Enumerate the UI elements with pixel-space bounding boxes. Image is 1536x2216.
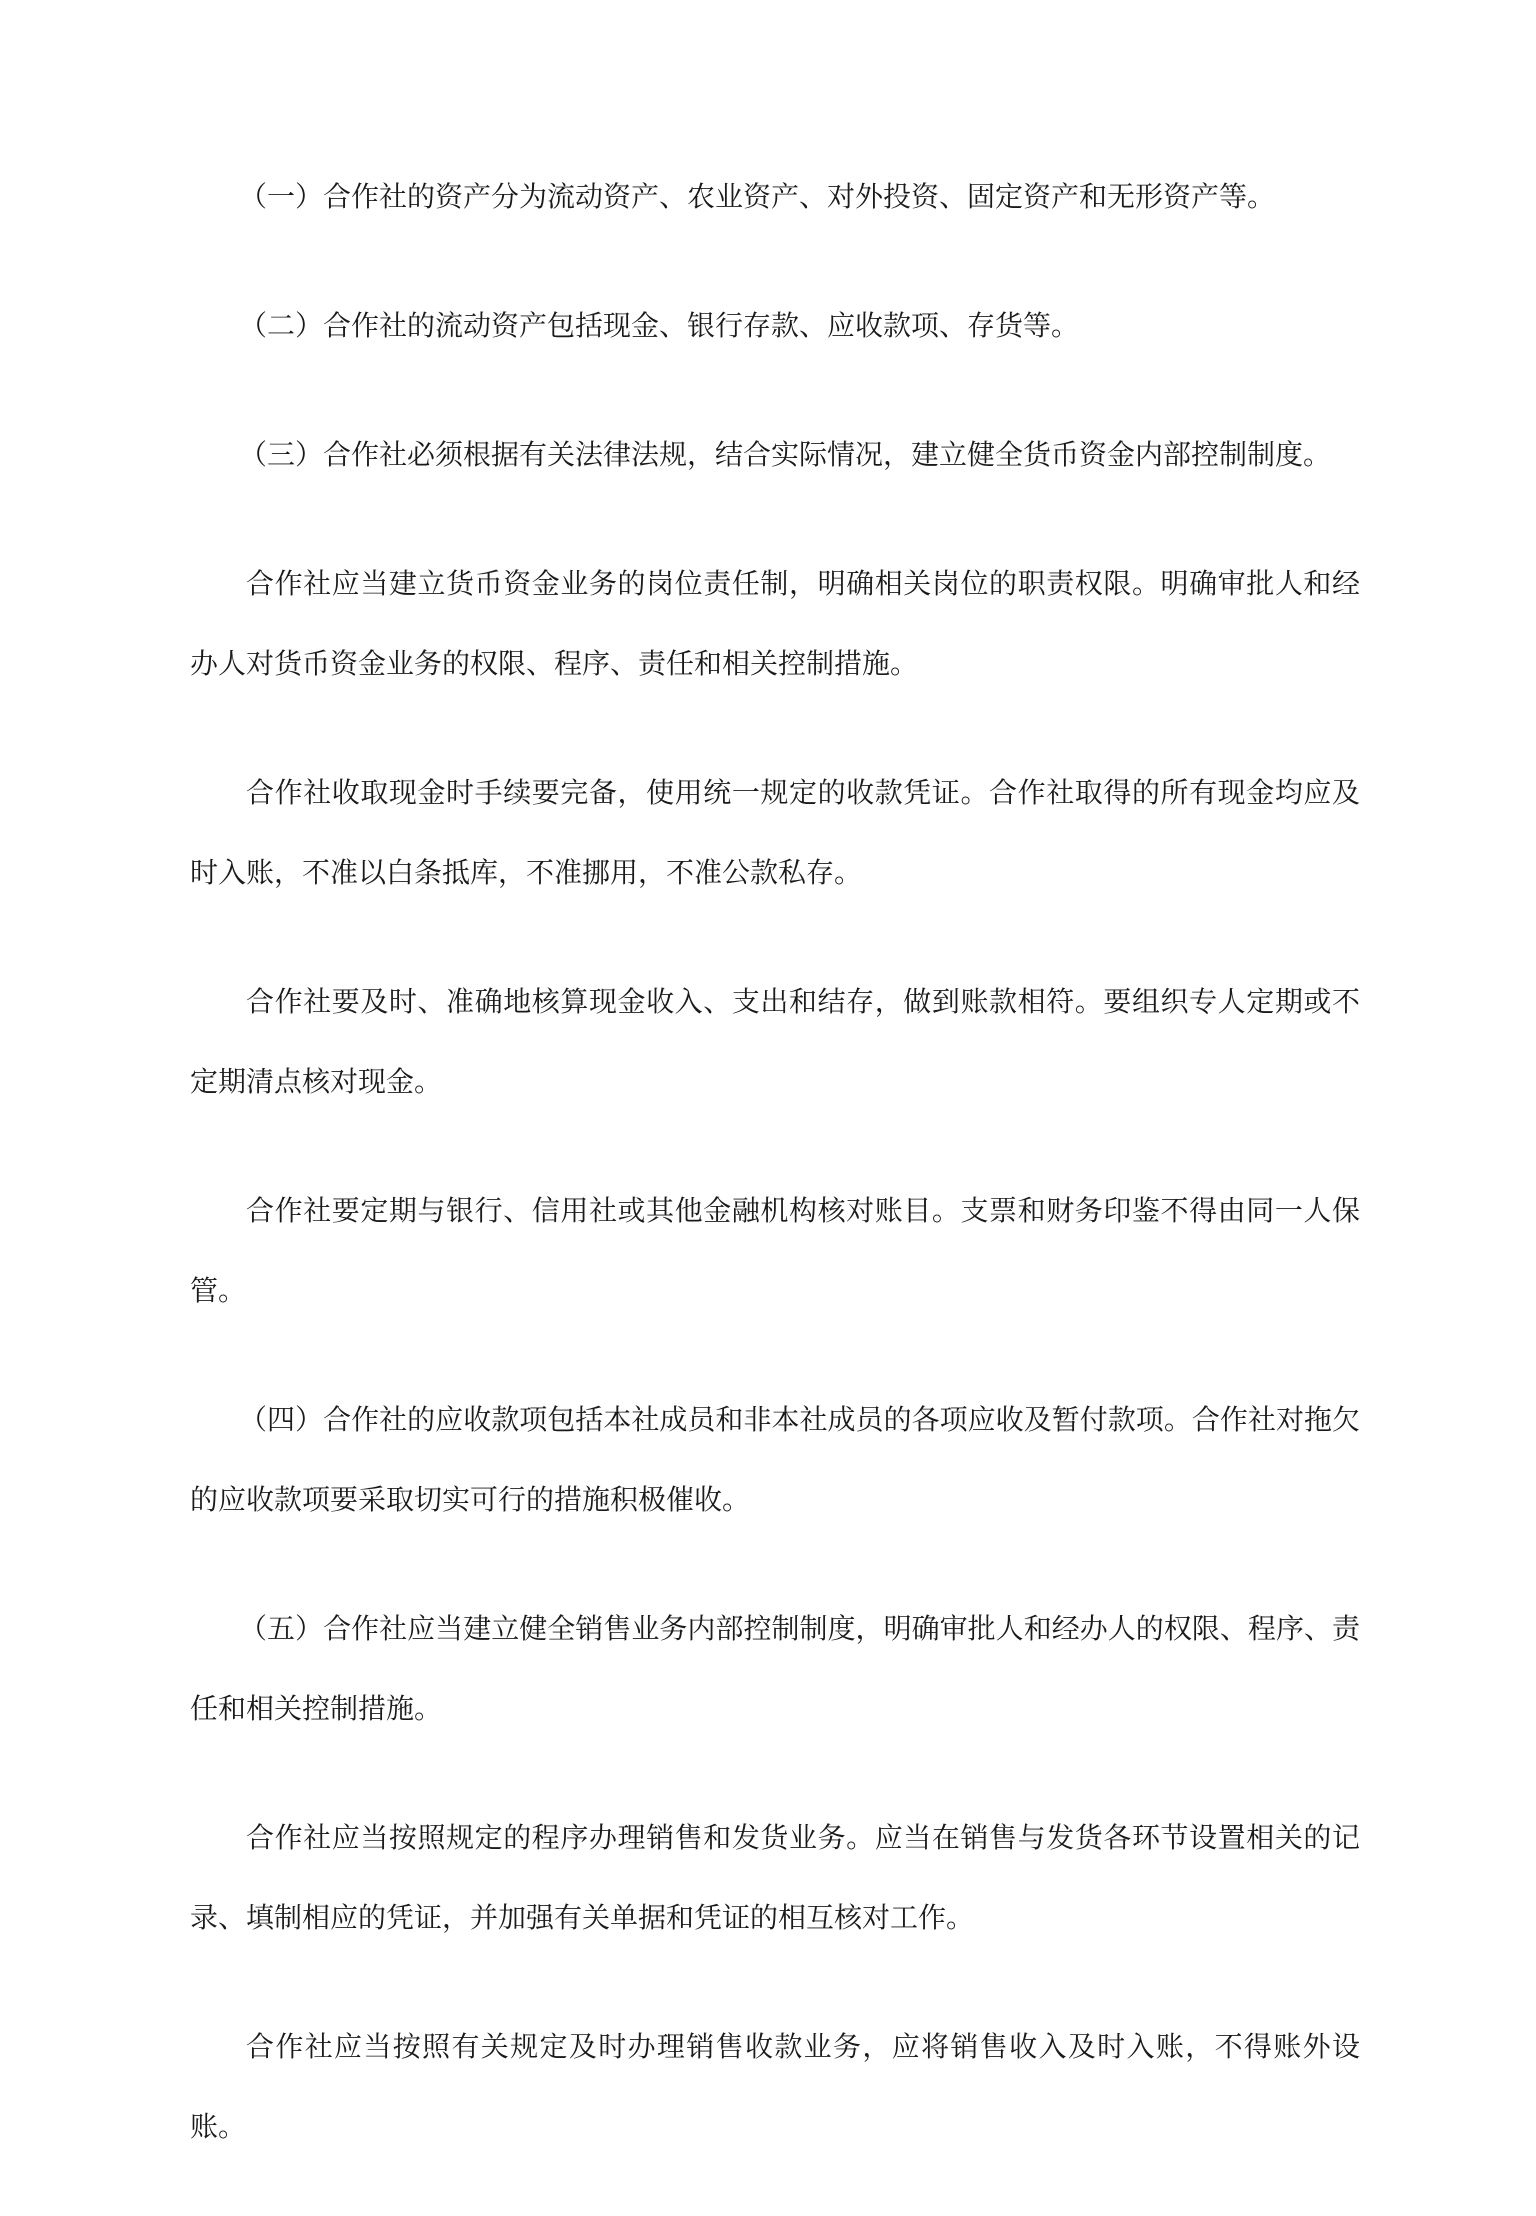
paragraph-cash-control-system: （三）合作社必须根据有关法律法规，结合实际情况，建立健全货币资金内部控制制度。 [239,438,1332,471]
paragraph-current-assets: （二）合作社的流动资产包括现金、银行存款、应收款项、存货等。 [239,309,1080,342]
paragraph-cash-accounting: 合作社要及时、准确地核算现金收入、支出和结存，做到账款相符。要组织专人定期或不定期清点核对现金。 [190,985,1360,1098]
document-body [190,157,1360,2216]
paragraph-sales-control: （五）合作社应当建立健全销售业务内部控制制度，明确审批人和经办人的权限、程序、责任和相关控制措施。 [190,1612,1360,1725]
paragraph-sales-collection: 合作社应当按照有关规定及时办理销售收款业务，应将销售收入及时入账，不得账外设账。 [190,2030,1360,2143]
paragraph-sales-shipping: 合作社应当按照规定的程序办理销售和发货业务。应当在销售与发货各环节设置相关的记录、填制相应的凭证，并加强有关单据和凭证的相互核对工作。 [190,1821,1360,1934]
paragraph-asset-classification: （一）合作社的资产分为流动资产、农业资产、对外投资、固定资产和无形资产等。 [239,180,1276,213]
paragraph-position-responsibility: 合作社应当建立货币资金业务的岗位责任制，明确相关岗位的职责权限。明确审批人和经办人对货币资金业务的权限、程序、责任和相关控制措施。 [190,567,1360,680]
paragraph-cash-receipt: 合作社收取现金时手续要完备，使用统一规定的收款凭证。合作社取得的所有现金均应及时入账，不准以白条抵库，不准挪用，不准公款私存。 [190,776,1360,889]
paragraph-receivables: （四）合作社的应收款项包括本社成员和非本社成员的各项应收及暂付款项。合作社对拖欠的应收款项要采取切实可行的措施积极催收。 [190,1403,1360,1516]
paragraph-bank-reconciliation: 合作社要定期与银行、信用社或其他金融机构核对账目。支票和财务印鉴不得由同一人保管。 [190,1194,1360,1307]
